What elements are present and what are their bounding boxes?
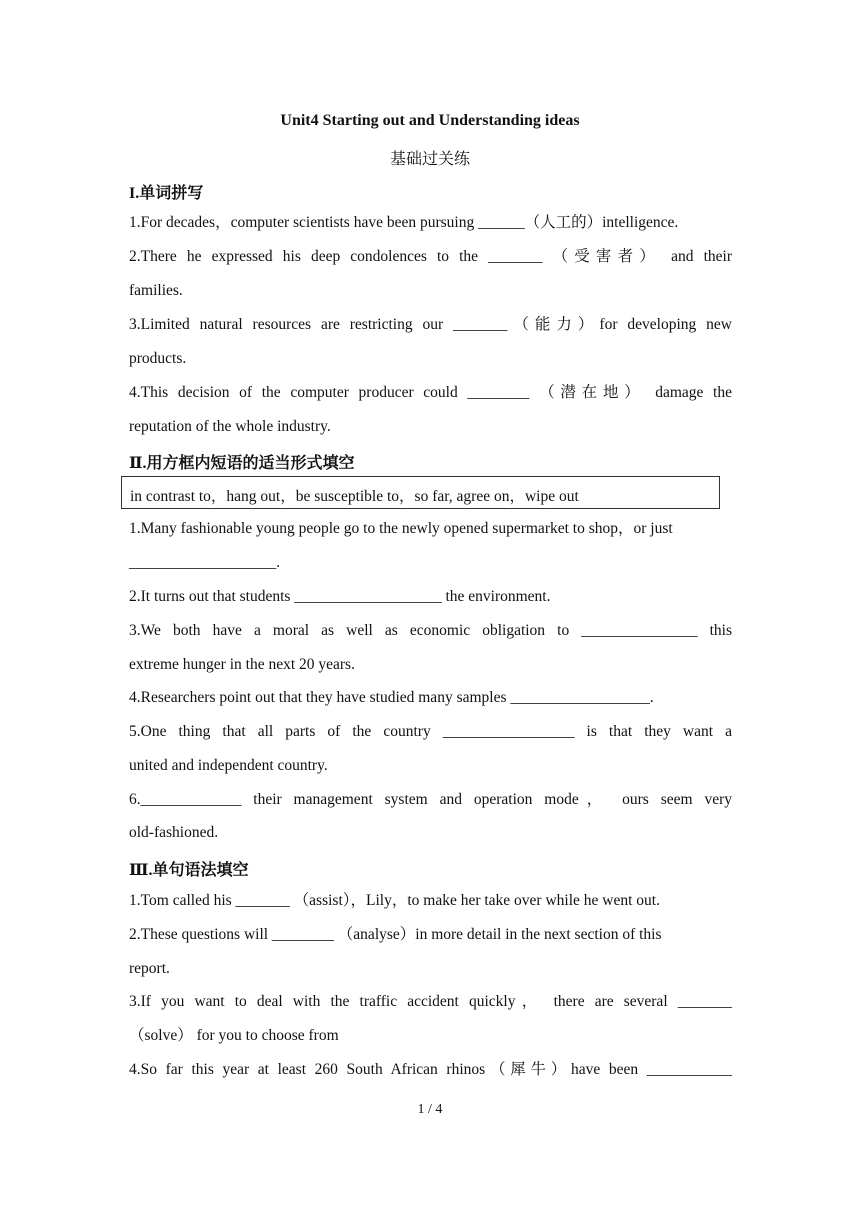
exercise-line: 6._____________ their management system and operation mode， ours seem very (129, 791, 732, 808)
exercise-line: 4.Researchers point out that they have studied many samples __________________. (129, 689, 654, 706)
exercise-line: families. (129, 282, 183, 299)
exercise-line: extreme hunger in the next 20 years. (129, 656, 355, 673)
exercise-line: 4.This decision of the computer producer could ________ （潜在地） damage the (129, 384, 732, 401)
exercise-line: 3.We both have a moral as well as economic obligation to _______________ this (129, 622, 732, 639)
phrase-box (121, 476, 720, 509)
exercise-line: report. (129, 960, 170, 977)
exercise-line: ___________________. (129, 554, 281, 571)
exercise-line: 1.For decades，computer scientists have been pursuing ______（人工的）intelligence. (129, 214, 679, 231)
exercise-line: （solve） for you to choose from (129, 1027, 339, 1044)
phrase-box-text: in contrast to，hang out，be susceptible to，so far, agree on，wipe out (130, 488, 579, 505)
exercise-line: 1.Many fashionable young people go to the newly opened supermarket to shop，or just (129, 520, 673, 537)
exercise-line: 3.If you want to deal with the traffic accident quickly， there are several _______ (129, 993, 732, 1010)
exercise-line: 2.It turns out that students ___________________ the environment. (129, 588, 551, 605)
exercise-line: 2.These questions will ________ （analyse）in more detail in the next section of this (129, 926, 662, 943)
exercise-line: products. (129, 350, 187, 367)
exercise-line: united and independent country. (129, 757, 328, 774)
page-number: 1 / 4 (417, 1102, 443, 1117)
exercise-line: 5.One thing that all parts of the country _________________ is that they want a (129, 723, 732, 740)
exercise-line: 4.So far this year at least 260 South African rhinos（犀牛）have been ___________ (129, 1061, 732, 1078)
exercise-line: 3.Limited natural resources are restricting our _______（能力）for developing new (129, 316, 732, 333)
document-title: Unit4 Starting out and Understanding ideas (280, 112, 580, 129)
section-heading-phrases: Ⅱ.用方框内短语的适当形式填空 (129, 455, 355, 472)
document-subtitle: 基础过关练 (389, 151, 470, 168)
section-heading-grammar: Ⅲ.单句语法填空 (129, 862, 249, 879)
exercise-line: 2.There he expressed his deep condolences to the _______ （受害者） and their (129, 248, 732, 265)
exercise-line: reputation of the whole industry. (129, 418, 331, 435)
exercise-line: old-fashioned. (129, 824, 219, 841)
exercise-line: 1.Tom called his _______ （assist），Lily，to make her take over while he went out. (129, 892, 660, 909)
section-heading-spelling: I.单词拼写 (129, 185, 204, 202)
